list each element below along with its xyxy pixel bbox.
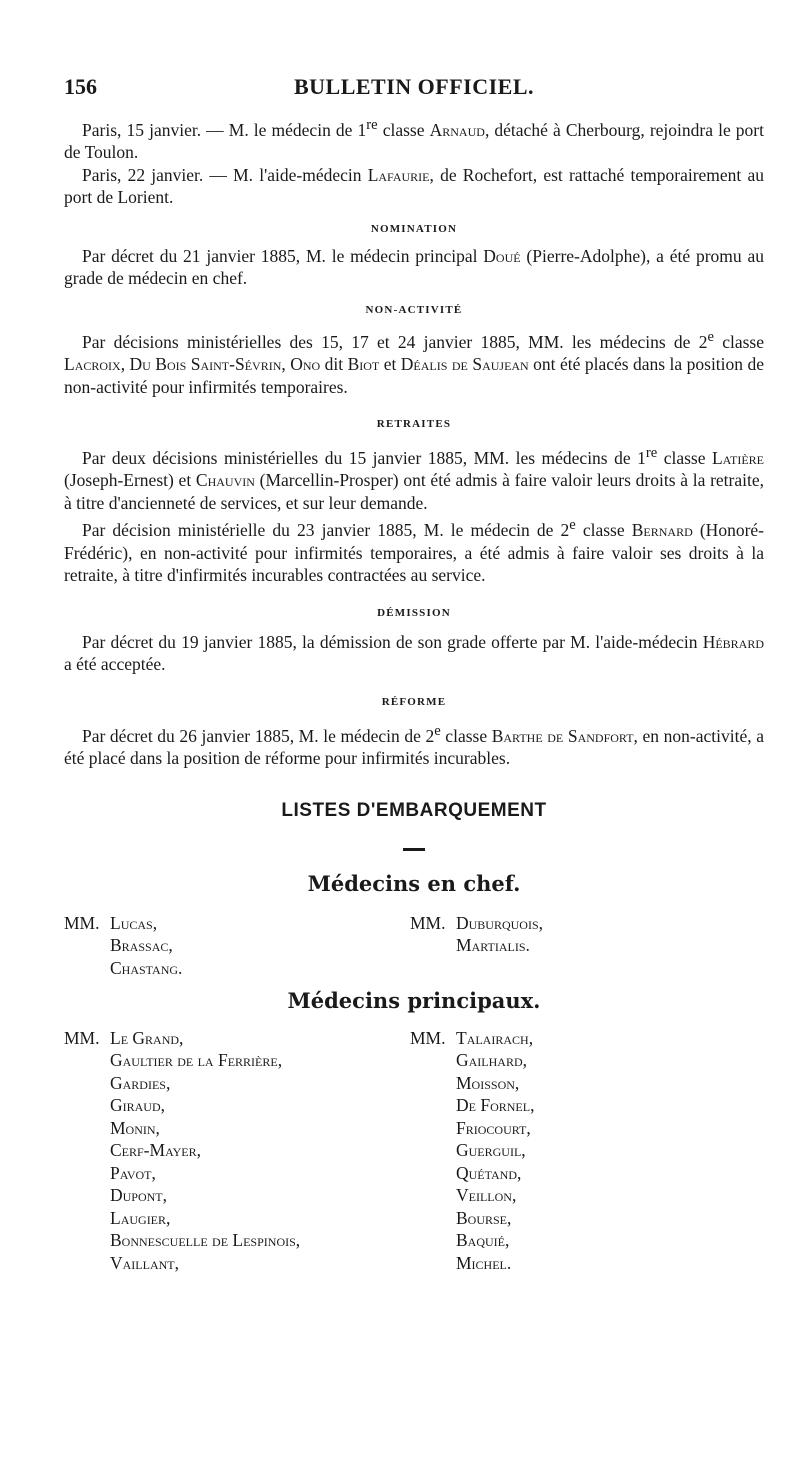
list-item: Bourse,	[456, 1207, 512, 1228]
list-medecins-principaux	[64, 1027, 764, 1277]
page-number: 156	[64, 74, 97, 99]
heading-retraites: RETRAITES	[376, 418, 452, 431]
names-column-left	[110, 912, 182, 980]
separator-dash	[403, 848, 425, 851]
paragraph-retraites-2: Par décision ministérielle du 23 janvier 1885, M. le médecin de 2e classe Bernard (Honoré-Frédéric), en non-activité pour infirmités temporaires, a été admis à faire valoir ses droits à la retraite, à titre d'infirmités incurables contractées au service.	[64, 517, 764, 586]
list-item: Monin,	[110, 1117, 160, 1138]
list-item: Guerguil,	[456, 1140, 526, 1161]
list-item: Chastang.	[110, 957, 183, 978]
mm-label: MM.	[64, 912, 100, 933]
paragraph-arnaud: Paris, 15 janvier. — M. le médecin de 1re classe Arnaud, détaché à Cherbourg, rejoindra le port de Toulon.	[64, 117, 765, 163]
list-item: Bonnescuelle de Lespinois,	[110, 1230, 301, 1251]
list-item: Talairach,	[456, 1027, 534, 1048]
list-medecins-en-chef	[64, 912, 764, 980]
heading-nomination: NOMINATION	[370, 222, 458, 235]
paragraph-nomination: Par décret du 21 janvier 1885, M. le médecin principal Doué (Pierre-Adolphe), a été promu au grade de médecin en chef.	[64, 245, 764, 289]
mm-label: MM.	[64, 1027, 100, 1048]
running-title: BULLETIN OFFICIEL.	[293, 74, 535, 99]
list-item: De Fornel,	[456, 1095, 535, 1116]
list-item: Cerf-Mayer,	[110, 1140, 202, 1161]
list-item: Moisson,	[456, 1072, 520, 1093]
heading-listes-embarquement: LISTES D'EMBARQUEMENT	[281, 799, 547, 821]
list-item: Gaultier de la Ferrière,	[110, 1050, 283, 1071]
paragraph-demission: Par décret du 19 janvier 1885, la démission de son grade offerte par M. l'aide-médecin Hébrard a été acceptée.	[64, 631, 764, 675]
list-item: Pavot,	[110, 1162, 156, 1183]
list-item: Brassac,	[110, 935, 173, 956]
heading-reforme: RÉFORME	[381, 695, 447, 708]
list-item: Michel.	[456, 1252, 512, 1273]
list-item: Vaillant,	[110, 1252, 179, 1273]
paragraph-non-activite: Par décisions ministérielles des 15, 17 et 24 janvier 1885, MM. les médecins de 2e classe Lacroix, Du Bois Saint-Sévrin, Ono dit Biot et Déalis de Saujean ont été placés dans la position de non-activité pour infirmités temporaires.	[64, 328, 765, 397]
list-item: Duburquois,	[456, 912, 544, 933]
names-column-right	[456, 1027, 534, 1275]
paragraph-retraites-1: Par deux décisions ministérielles du 15 janvier 1885, MM. les médecins de 1re classe Latière (Joseph-Ernest) et Chauvin (Marcellin-Prosper) ont été admis à faire valoir leurs droits à la retraite, à titre d'ancienneté de services, et sur leur demande.	[64, 445, 764, 513]
heading-demission: DÉMISSION	[377, 606, 451, 619]
list-item: Veillon,	[456, 1185, 517, 1206]
heading-medecins-en-chef: Médecins en chef.	[307, 870, 521, 896]
list-item: Quétand,	[456, 1162, 522, 1183]
mm-label: MM.	[410, 1027, 446, 1048]
list-item: Lucas,	[110, 912, 158, 933]
page-header	[64, 74, 764, 104]
heading-medecins-principaux: Médecins principaux.	[287, 987, 541, 1013]
list-item: Friocourt,	[456, 1117, 531, 1138]
list-item: Giraud,	[110, 1095, 166, 1116]
page-content	[64, 114, 764, 1277]
list-item: Baquié,	[456, 1230, 510, 1251]
mm-label: MM.	[410, 912, 446, 933]
list-item: Gailhard,	[456, 1050, 528, 1071]
paragraph-reforme: Par décret du 26 janvier 1885, M. le médecin de 2e classe Barthe de Sandfort, en non-activité, a été placé dans la position de réforme pour infirmités incurables.	[64, 722, 764, 769]
names-column-left	[110, 1027, 300, 1275]
paragraph-lafaurie: Paris, 22 janvier. — M. l'aide-médecin Lafaurie, de Rochefort, est rattaché temporairement au port de Lorient.	[64, 164, 764, 208]
list-item: Laugier,	[110, 1207, 171, 1228]
list-item: Gardies,	[110, 1072, 171, 1093]
list-item: Martialis.	[456, 935, 530, 956]
heading-non-activite: NON-ACTIVITÉ	[365, 303, 463, 316]
names-column-right	[456, 912, 543, 957]
list-item: Le Grand,	[110, 1027, 184, 1048]
list-item: Dupont,	[110, 1185, 168, 1206]
